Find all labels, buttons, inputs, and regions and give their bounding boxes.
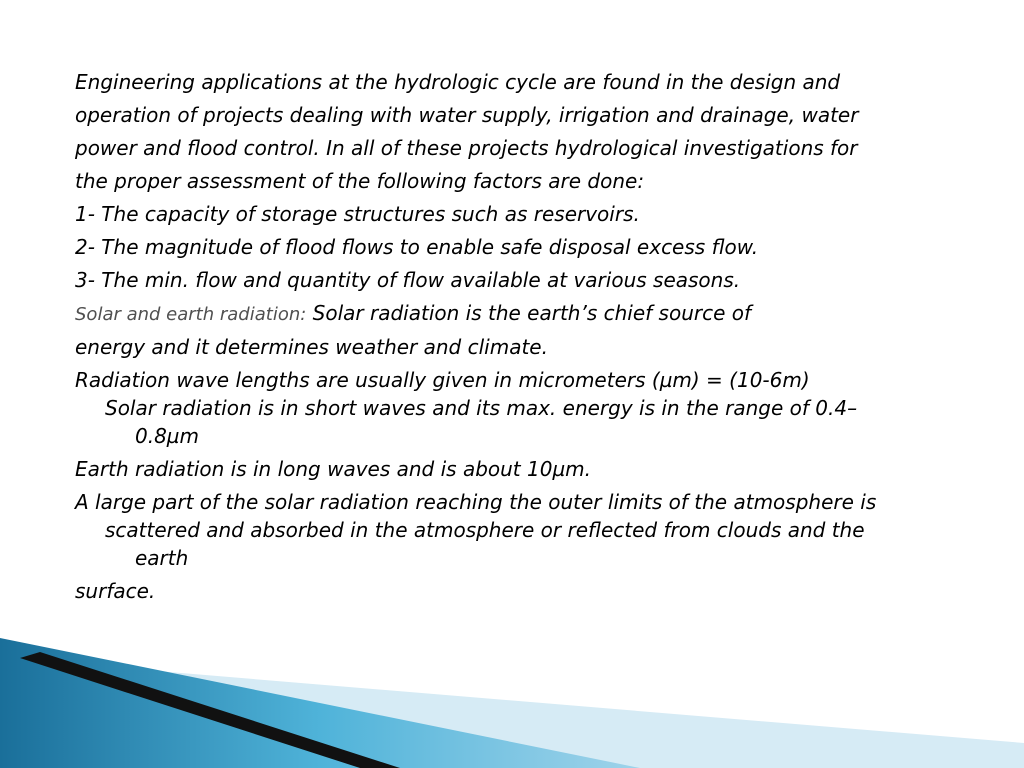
paragraph-line: the proper assessment of the following factors are done:: [75, 169, 645, 193]
paragraph-line: operation of projects dealing with water supply, irrigation and drainage, water: [75, 103, 859, 127]
paragraph-line: A large part of the solar radiation reaching the outer limits of the atmosphere is: [75, 490, 877, 514]
list-item-storage-capacity: 1- The capacity of storage structures such as reservoirs.: [75, 202, 640, 226]
short-waves-line-2: 0.8µm: [135, 424, 200, 448]
list-item-min-flow: 3- The min. flow and quantity of flow available at various seasons.: [75, 268, 741, 292]
decorative-swoosh: [0, 638, 1024, 768]
short-waves-line-1: Solar radiation is in short waves and its max. energy is in the range of 0.4–: [105, 396, 858, 420]
scatter-paragraph: [75, 519, 975, 569]
paragraph-line: surface.: [75, 579, 156, 603]
paragraph-line: Engineering applications at the hydrologic cycle are found in the design and: [75, 70, 841, 94]
paragraph-line: Radiation wave lengths are usually given in micrometers (µm) = (10-6m): [75, 368, 810, 392]
scatter-line-2: earth: [135, 546, 189, 570]
scatter-line-1: scattered and absorbed in the atmosphere or reflected from clouds and the: [105, 518, 865, 542]
paragraph-line: power and flood control. In all of these projects hydrological investigations for: [75, 136, 858, 160]
paragraph-line: Earth radiation is in long waves and is about 10µm.: [75, 457, 592, 481]
solar-radiation-line: [75, 297, 975, 331]
slide-body: [75, 66, 975, 608]
short-waves-paragraph: [75, 397, 975, 447]
list-item-flood-flows: 2- The magnitude of flood flows to enable safe disposal excess flow.: [75, 235, 759, 259]
section-label: Solar and earth radiation:: [75, 304, 307, 325]
paragraph-line: energy and it determines weather and climate.: [75, 335, 548, 359]
section-text: Solar radiation is the earth’s chief source of: [312, 301, 752, 325]
